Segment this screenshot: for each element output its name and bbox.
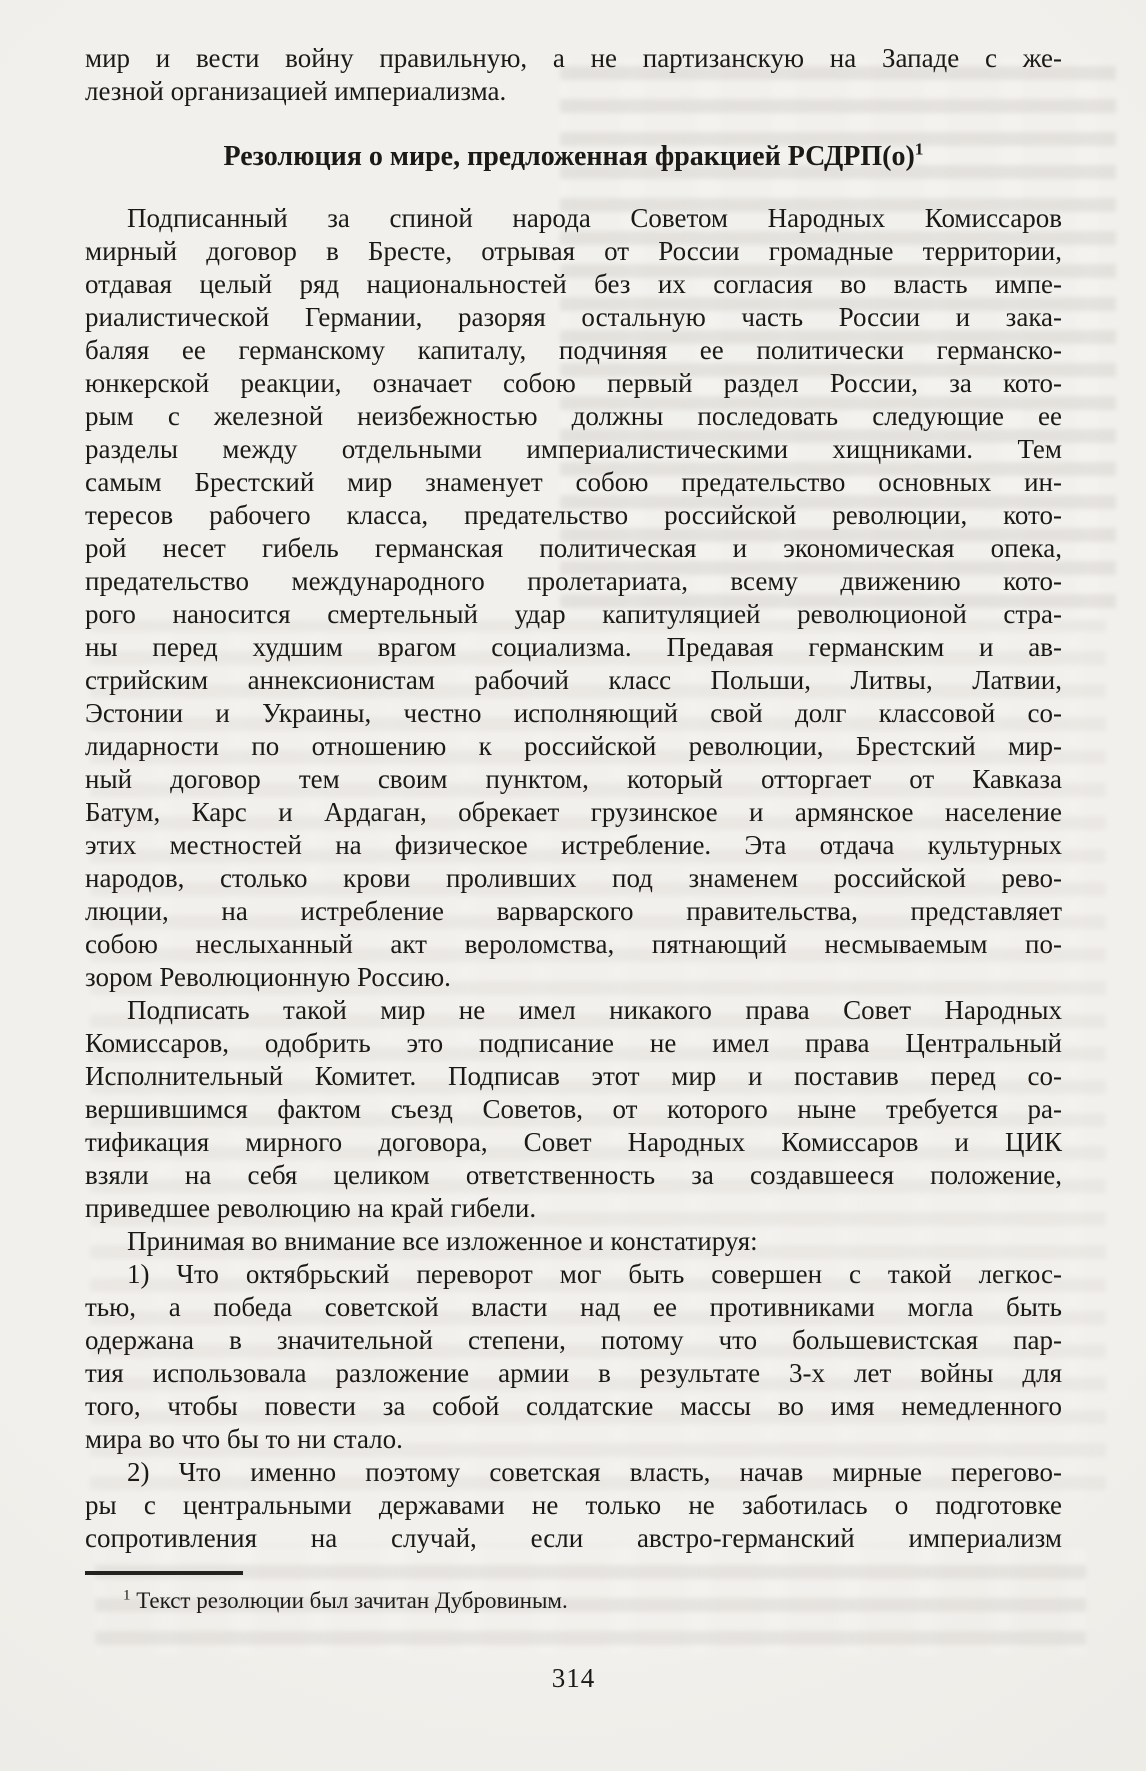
text-line: Батум, Карс и Ардаган, обрекает грузинское и армянское население (85, 797, 1062, 827)
text-line: тификация мирного договора, Совет Народных Комиссаров и ЦИК (85, 1127, 1062, 1157)
text-line: рой несет гибель германская политическая и экономическая опека, (85, 533, 1062, 563)
text-line: люции, на истребление варварского правительства, представляет (85, 896, 1062, 926)
text-line: юнкерской реакции, означает собою первый раздел России, за кото- (85, 368, 1062, 398)
text-line: разделы между отдельными империалистическими хищниками. Тем (85, 434, 1062, 464)
body-paragraphs (85, 202, 1062, 1555)
footnote-text: Текст резолюции был зачитан Дубровиным. (136, 1588, 568, 1613)
text-line: взяли на себя целиком ответственность за создавшееся положение, (85, 1160, 1062, 1190)
text-line: мира во что бы то ни стало. (85, 1424, 403, 1454)
paragraph-continuation-from-previous-page (85, 42, 1062, 108)
text-line: самым Брестский мир знаменует собою предательство основных ин- (85, 467, 1062, 497)
text-line: отдавая целый ряд национальностей без их согласия во власть импе- (85, 269, 1062, 299)
text-line: мирный договор в Бресте, отрывая от России громадные территории, (85, 236, 1062, 266)
text-line: 2) Что именно поэтому советская власть, начав мирные перегово- (127, 1457, 1062, 1487)
footnote-number: 1 (123, 1587, 131, 1604)
page-content (85, 0, 1062, 1694)
paragraph (85, 1456, 1062, 1555)
text-line: тью, а победа советской власти над ее противниками могла быть (85, 1292, 1062, 1322)
text-line: риалистической Германии, разоряя остальную часть России и зака- (85, 302, 1062, 332)
text-line: баляя ее германскому капиталу, подчиняя ее политически германско- (85, 335, 1062, 365)
text-line: Эстонии и Украины, честно исполняющий свой долг классовой со- (85, 698, 1062, 728)
text-line: ны перед худшим врагом социализма. Предавая германским и ав- (85, 632, 1062, 662)
text-line: 1) Что октябрьский переворот мог быть совершен с такой легкос- (127, 1259, 1062, 1289)
paragraph (85, 994, 1062, 1225)
text-line: сопротивления на случай, если австро-германский империализм (85, 1523, 1062, 1553)
text-line: Подписанный за спиной народа Советом Народных Комиссаров (127, 203, 1062, 233)
text-line: приведшее революцию на край гибели. (85, 1193, 537, 1223)
text-line: того, чтобы повести за собой солдатские массы во имя немедленного (85, 1391, 1062, 1421)
text-line: зором Революционную Россию. (85, 962, 451, 992)
page-number: 314 (551, 1663, 596, 1693)
text-line: Подписать такой мир не имел никакого права Совет Народных (127, 995, 1062, 1025)
text-line: вершившимся фактом съезд Советов, от которого ныне требуется ра- (85, 1094, 1062, 1124)
paragraph (85, 202, 1062, 994)
footnote-separator-rule (85, 1571, 243, 1575)
text-line: Принимая во внимание все изложенное и констатируя: (127, 1226, 758, 1256)
text-line: тересов рабочего класса, предательство российской революции, кото- (85, 500, 1062, 530)
text-line: собою неслыханный акт вероломства, пятнающий несмываемым по- (85, 929, 1062, 959)
text-line: рым с железной неизбежностью должны последовать следующие ее (85, 401, 1062, 431)
text-line: тия использовала разложение армии в результате 3-х лет войны для (85, 1358, 1062, 1388)
paragraph (85, 1258, 1062, 1456)
text-line: ный договор тем своим пунктом, который отторгает от Кавказа (85, 764, 1062, 794)
text-line: рого наносится смертельный удар капитуляцией революционой стра- (85, 599, 1062, 629)
text-line: Исполнительный Комитет. Подписав этот мир и поставив перед со- (85, 1061, 1062, 1091)
text-line: ры с центральными державами не только не заботилась о подготовке (85, 1490, 1062, 1520)
text-line: одержана в значительной степени, потому что большевистская пар- (85, 1325, 1062, 1355)
text-line: лидарности по отношению к российской революции, Брестский мир- (85, 731, 1062, 761)
text-line: стрийским аннексионистам рабочий класс Польши, Литвы, Латвии, (85, 665, 1062, 695)
text-line: народов, столько крови проливших под знаменем российской рево- (85, 863, 1062, 893)
text-line: этих местностей на физическое истребление. Эта отдача культурных (85, 830, 1062, 860)
paragraph (85, 1225, 1062, 1258)
text-line: лезной организацией империализма. (85, 76, 507, 106)
text-line: Комиссаров, одобрить это подписание не имел права Центральный (85, 1028, 1062, 1058)
section-heading-text: Резолюция о мире, предложенная фракцией РСДРП(о) (223, 141, 915, 172)
footnote-reference-marker: 1 (914, 139, 924, 159)
text-line: предательство международного пролетариата, всему движению кото- (85, 566, 1062, 596)
footnote (85, 1587, 1062, 1615)
section-heading (85, 140, 1062, 174)
text-line: мир и вести войну правильную, а не партизанскую на Западе с же- (85, 43, 1062, 73)
